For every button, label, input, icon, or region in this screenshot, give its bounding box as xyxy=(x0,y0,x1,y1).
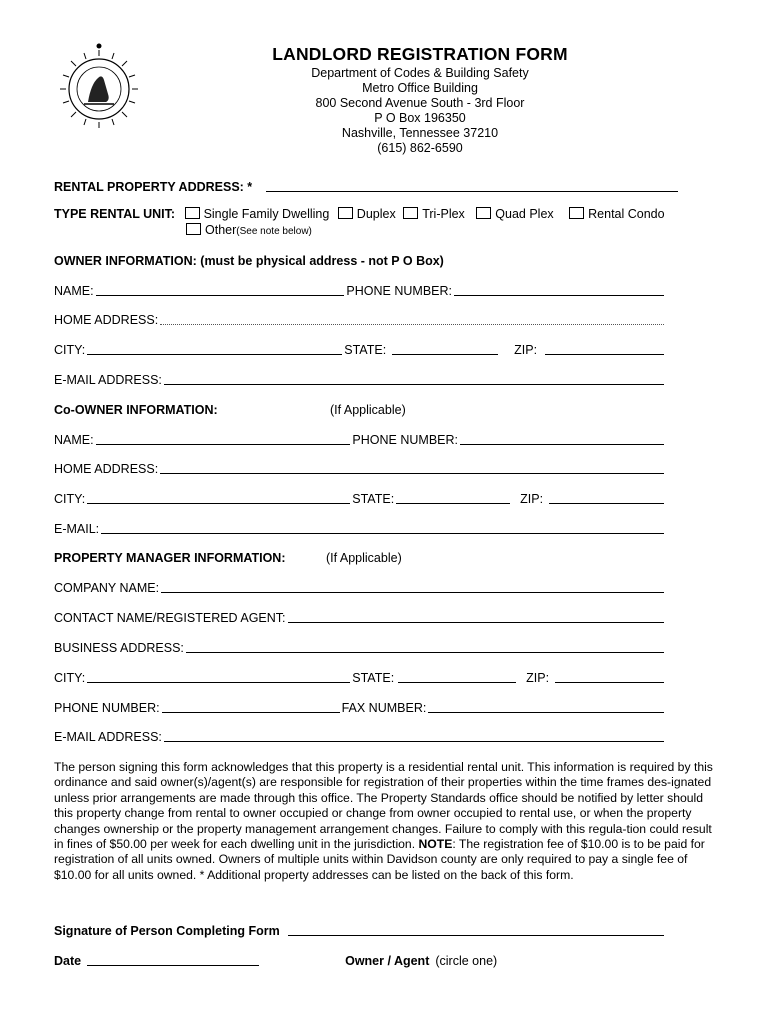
owner-info-heading: OWNER INFORMATION: (must be physical address - not P O Box) xyxy=(54,254,444,268)
unit-type-row xyxy=(54,207,665,221)
quadplex-checkbox[interactable] xyxy=(476,207,491,219)
owner-home-address-label: HOME ADDRESS: xyxy=(54,313,159,327)
manager-zip-field[interactable] xyxy=(555,682,664,683)
manager-email-field[interactable] xyxy=(164,741,664,742)
manager-info-heading: PROPERTY MANAGER INFORMATION: xyxy=(54,551,286,565)
owner-heading-row xyxy=(54,252,666,268)
quadplex-label: Quad Plex xyxy=(495,207,554,221)
address-line: Nashville, Tennessee 37210 xyxy=(341,126,499,140)
circle-one-note: (circle one) xyxy=(435,954,498,968)
signature-field[interactable] xyxy=(288,935,664,936)
manager-heading-row xyxy=(54,549,666,565)
owner-state-field[interactable] xyxy=(392,354,498,355)
manager-state-label: STATE: xyxy=(352,671,395,685)
rental-property-address-field[interactable] xyxy=(266,191,678,192)
other-checkbox[interactable] xyxy=(186,223,201,235)
manager-city-row xyxy=(54,669,666,685)
owner-city-row xyxy=(54,341,666,357)
duplex-label: Duplex xyxy=(356,207,396,221)
address-line: Metro Office Building xyxy=(362,81,478,95)
address-line: P O Box 196350 xyxy=(374,111,466,125)
manager-phone-field[interactable] xyxy=(162,712,340,713)
co-owner-home-address-label: HOME ADDRESS: xyxy=(54,462,159,476)
note-label: NOTE xyxy=(418,837,453,852)
office-address xyxy=(270,66,570,156)
unit-type-other-row xyxy=(178,223,312,237)
signature-label: Signature of Person Completing Form xyxy=(54,924,280,938)
owner-home-address-field[interactable] xyxy=(160,324,664,325)
owner-zip-label: ZIP: xyxy=(514,343,538,357)
acknowledgment-text: The person signing this form acknowledges that this property is a residential rental unit. This information is required by this ordinance and said owner(s)/agent(s) are responsible for registration of their properties within the time frames des-ignated unless prior arrangements are made through this office. The Property Standards office should be notified by letter should this property change from rental to owner occupied or change from owner occupied to rental use, or when the property changes ownership or the property management arrangement changes. Failure to comply with this regula-tion could result in fines of $50.00 per week for each dwelling unit in the jurisdiction. xyxy=(54,760,713,852)
rental-condo-label: Rental Condo xyxy=(588,207,665,221)
manager-fax-label: FAX NUMBER: xyxy=(341,701,427,715)
unit-type-label: TYPE RENTAL UNIT: xyxy=(54,207,176,221)
owner-name-row xyxy=(54,282,666,298)
co-owner-heading-row xyxy=(54,401,666,417)
co-owner-zip-field[interactable] xyxy=(549,503,664,504)
manager-zip-label: ZIP: xyxy=(526,671,550,685)
owner-state-label: STATE: xyxy=(344,343,387,357)
address-line: (615) 862-6590 xyxy=(377,141,463,155)
manager-phone-row xyxy=(54,699,666,715)
owner-city-label: CITY: xyxy=(54,343,86,357)
co-owner-name-row xyxy=(54,431,666,447)
metro-seal-logo xyxy=(58,42,140,132)
date-label: Date xyxy=(54,954,82,968)
co-owner-state-field[interactable] xyxy=(396,503,510,504)
duplex-checkbox[interactable] xyxy=(338,207,353,219)
triplex-checkbox[interactable] xyxy=(403,207,418,219)
manager-city-field[interactable] xyxy=(87,682,350,683)
co-owner-city-row xyxy=(54,490,666,506)
manager-email-row xyxy=(54,728,666,744)
manager-company-row xyxy=(54,579,666,595)
signature-row xyxy=(54,922,666,938)
co-owner-name-label: NAME: xyxy=(54,433,94,447)
owner-phone-field[interactable] xyxy=(454,295,664,296)
co-owner-email-field[interactable] xyxy=(101,533,664,534)
business-address-label: BUSINESS ADDRESS: xyxy=(54,641,184,655)
co-owner-phone-label: PHONE NUMBER: xyxy=(352,433,458,447)
owner-email-row xyxy=(54,371,666,387)
co-owner-city-field[interactable] xyxy=(87,503,350,504)
company-name-label: COMPANY NAME: xyxy=(54,581,160,595)
owner-home-address-row xyxy=(54,311,666,327)
triplex-label: Tri-Plex xyxy=(422,207,465,221)
single-family-checkbox[interactable] xyxy=(185,207,200,219)
other-label: Other xyxy=(205,223,237,237)
rental-condo-checkbox[interactable] xyxy=(569,207,584,219)
fee-text: : The registration fee of $10.00 is to be paid for registration of all units owned. Owners of multiple units within Davidson county are only required to pay a single fee of $10.00 for all units owned. * Additional property addresses can be listed on the back of this form. xyxy=(54,837,705,882)
owner-email-field[interactable] xyxy=(164,384,664,385)
owner-name-label: NAME: xyxy=(54,284,94,298)
manager-city-label: CITY: xyxy=(54,671,86,685)
manager-contact-row xyxy=(54,609,666,625)
manager-fax-field[interactable] xyxy=(428,712,664,713)
date-row xyxy=(54,952,666,968)
manager-business-address-row xyxy=(54,639,666,655)
co-owner-home-address-field[interactable] xyxy=(160,473,664,474)
co-owner-name-field[interactable] xyxy=(96,444,351,445)
single-family-label: Single Family Dwelling xyxy=(203,207,330,221)
date-field[interactable] xyxy=(87,965,259,966)
co-owner-info-heading: Co-OWNER INFORMATION: xyxy=(54,403,218,417)
rental-property-address-row xyxy=(54,178,680,194)
manager-applicable-note: (If Applicable) xyxy=(326,551,402,565)
contact-name-field[interactable] xyxy=(288,622,664,623)
manager-state-field[interactable] xyxy=(398,682,516,683)
contact-name-label: CONTACT NAME/REGISTERED AGENT: xyxy=(54,611,286,625)
owner-city-field[interactable] xyxy=(87,354,342,355)
co-owner-zip-label: ZIP: xyxy=(520,492,544,506)
company-name-field[interactable] xyxy=(161,592,664,593)
manager-email-label: E-MAIL ADDRESS: xyxy=(54,730,162,744)
address-line: 800 Second Avenue South - 3rd Floor xyxy=(315,96,525,110)
co-owner-applicable-note: (If Applicable) xyxy=(330,403,406,417)
acknowledgment-paragraph xyxy=(54,760,722,883)
address-line: Department of Codes & Building Safety xyxy=(311,66,529,80)
owner-email-label: E-MAIL ADDRESS: xyxy=(54,373,162,387)
co-owner-city-label: CITY: xyxy=(54,492,86,506)
owner-zip-field[interactable] xyxy=(545,354,664,355)
co-owner-email-label: E-MAIL: xyxy=(54,522,100,536)
owner-phone-label: PHONE NUMBER: xyxy=(346,284,452,298)
rental-property-address-label: RENTAL PROPERTY ADDRESS: * xyxy=(54,180,253,194)
form-title: LANDLORD REGISTRATION FORM xyxy=(272,44,568,64)
co-owner-state-label: STATE: xyxy=(352,492,395,506)
owner-agent-choice[interactable]: Owner / Agent xyxy=(345,954,430,968)
co-owner-home-address-row xyxy=(54,460,666,476)
co-owner-email-row xyxy=(54,520,666,536)
manager-phone-label: PHONE NUMBER: xyxy=(54,701,160,715)
co-owner-phone-field[interactable] xyxy=(460,444,664,445)
other-note: (See note below) xyxy=(236,226,312,237)
owner-name-field[interactable] xyxy=(96,295,345,296)
business-address-field[interactable] xyxy=(186,652,664,653)
